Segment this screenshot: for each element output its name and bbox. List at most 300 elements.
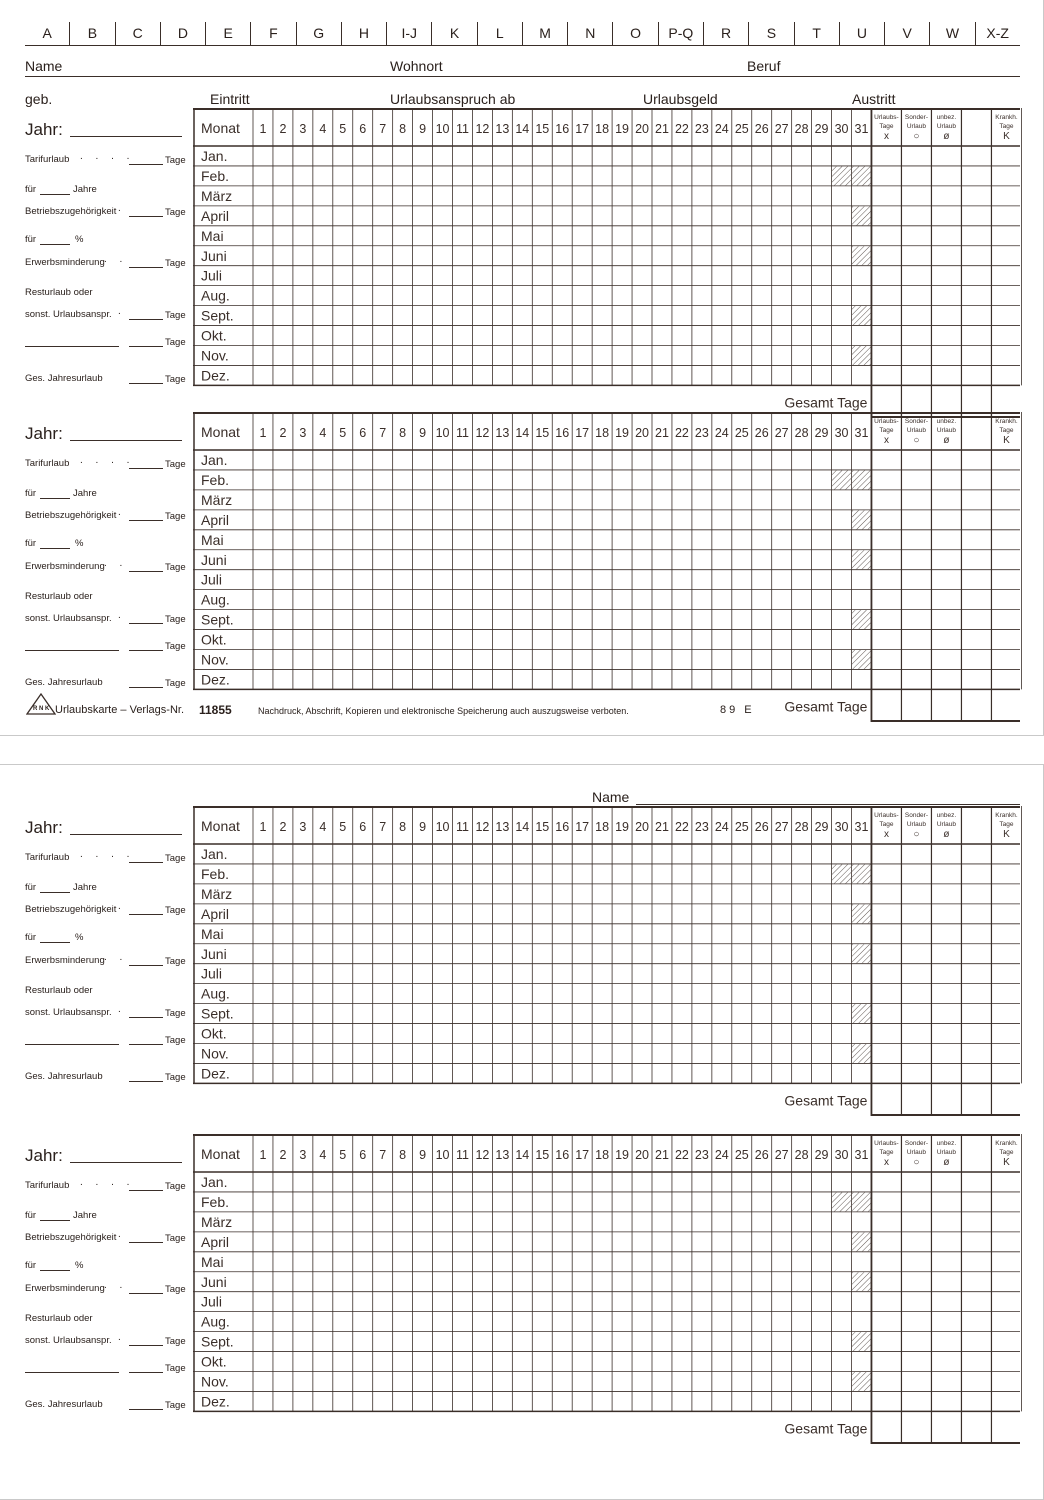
- day-cell[interactable]: [492, 924, 512, 944]
- day-cell[interactable]: [592, 630, 612, 650]
- day-cell[interactable]: [393, 1172, 413, 1192]
- day-cell[interactable]: [512, 924, 532, 944]
- day-cell[interactable]: [572, 450, 592, 470]
- day-cell[interactable]: [732, 1004, 752, 1024]
- day-cell[interactable]: [373, 1292, 393, 1312]
- day-cell[interactable]: [792, 365, 812, 385]
- day-cell[interactable]: [453, 650, 473, 670]
- day-cell[interactable]: [413, 590, 433, 610]
- day-cell[interactable]: [472, 346, 492, 366]
- summary-cell[interactable]: [901, 844, 931, 864]
- summary-cell[interactable]: [961, 1044, 991, 1064]
- day-cell[interactable]: [253, 669, 273, 689]
- day-cell[interactable]: [812, 984, 832, 1004]
- day-cell[interactable]: [772, 650, 792, 670]
- day-cell[interactable]: [752, 1212, 772, 1232]
- day-cell[interactable]: [832, 550, 852, 570]
- custom-entry-field[interactable]: [25, 1372, 119, 1373]
- day-cell[interactable]: [652, 166, 672, 186]
- day-cell[interactable]: [512, 864, 532, 884]
- day-cell[interactable]: [393, 1391, 413, 1411]
- day-cell[interactable]: [652, 964, 672, 984]
- day-cell[interactable]: [792, 1252, 812, 1272]
- summary-cell[interactable]: [991, 904, 1021, 924]
- day-cell[interactable]: [393, 550, 413, 570]
- day-cell[interactable]: [433, 166, 453, 186]
- day-cell[interactable]: [333, 904, 353, 924]
- day-cell[interactable]: [333, 610, 353, 630]
- day-cell[interactable]: [413, 1332, 433, 1352]
- day-cell[interactable]: [453, 590, 473, 610]
- day-cell[interactable]: [293, 550, 313, 570]
- day-cell[interactable]: [453, 186, 473, 206]
- day-cell[interactable]: [652, 884, 672, 904]
- day-cell[interactable]: [273, 1352, 293, 1372]
- day-cell[interactable]: [253, 490, 273, 510]
- day-cell[interactable]: [472, 630, 492, 650]
- day-cell[interactable]: [273, 1232, 293, 1252]
- day-cell[interactable]: [313, 1232, 333, 1252]
- day-cell[interactable]: [752, 1044, 772, 1064]
- day-cell[interactable]: [612, 1192, 632, 1212]
- day-cell[interactable]: [393, 590, 413, 610]
- summary-cell[interactable]: [961, 365, 991, 385]
- summary-cell[interactable]: [991, 1063, 1021, 1083]
- day-cell[interactable]: [712, 286, 732, 306]
- day-cell[interactable]: [692, 1232, 712, 1252]
- day-cell[interactable]: [792, 944, 812, 964]
- day-cell[interactable]: [632, 650, 652, 670]
- day-cell[interactable]: [313, 186, 333, 206]
- day-cell[interactable]: [672, 326, 692, 346]
- day-cell[interactable]: [672, 1004, 692, 1024]
- day-cell[interactable]: [832, 1391, 852, 1411]
- day-cell[interactable]: [313, 286, 333, 306]
- day-cell[interactable]: [832, 346, 852, 366]
- day-cell[interactable]: [353, 630, 373, 650]
- summary-cell[interactable]: [991, 365, 1021, 385]
- day-cell[interactable]: [652, 206, 672, 226]
- day-cell[interactable]: [552, 984, 572, 1004]
- day-cell[interactable]: [492, 630, 512, 650]
- day-cell[interactable]: [832, 669, 852, 689]
- summary-cell[interactable]: [991, 1332, 1021, 1352]
- day-cell[interactable]: [852, 1391, 872, 1411]
- day-cell[interactable]: [792, 630, 812, 650]
- day-cell[interactable]: [632, 1192, 652, 1212]
- day-cell[interactable]: [852, 326, 872, 346]
- day-cell[interactable]: [592, 326, 612, 346]
- day-cell[interactable]: [433, 944, 453, 964]
- day-cell[interactable]: [373, 246, 393, 266]
- fuer-field[interactable]: [40, 548, 70, 549]
- day-cell[interactable]: [812, 186, 832, 206]
- days-field[interactable]: [129, 1242, 163, 1243]
- day-cell[interactable]: [393, 346, 413, 366]
- day-cell[interactable]: [732, 1352, 752, 1372]
- day-cell[interactable]: [792, 266, 812, 286]
- day-cell[interactable]: [632, 326, 652, 346]
- day-cell[interactable]: [453, 550, 473, 570]
- total-cell[interactable]: [991, 1411, 1021, 1444]
- custom-entry-field[interactable]: [25, 1044, 119, 1045]
- day-cell[interactable]: [612, 166, 632, 186]
- day-cell[interactable]: [433, 1352, 453, 1372]
- day-cell[interactable]: [672, 206, 692, 226]
- day-cell[interactable]: [333, 1172, 353, 1192]
- day-cell[interactable]: [453, 884, 473, 904]
- day-cell[interactable]: [612, 884, 632, 904]
- day-cell[interactable]: [512, 186, 532, 206]
- day-cell[interactable]: [692, 1252, 712, 1272]
- day-cell[interactable]: [512, 630, 532, 650]
- day-cell[interactable]: [353, 530, 373, 550]
- custom-entry-field[interactable]: [25, 346, 119, 347]
- summary-cell[interactable]: [871, 1212, 901, 1232]
- day-cell[interactable]: [313, 944, 333, 964]
- day-cell[interactable]: [453, 1312, 473, 1332]
- summary-cell[interactable]: [871, 1252, 901, 1272]
- day-cell[interactable]: [592, 1372, 612, 1392]
- alpha-tab[interactable]: W: [929, 22, 974, 45]
- day-cell[interactable]: [253, 166, 273, 186]
- summary-cell[interactable]: [901, 944, 931, 964]
- day-cell[interactable]: [393, 450, 413, 470]
- summary-cell[interactable]: [931, 166, 961, 186]
- day-cell[interactable]: [572, 530, 592, 550]
- summary-cell[interactable]: [961, 1212, 991, 1232]
- day-cell[interactable]: [772, 1352, 792, 1372]
- day-cell[interactable]: [353, 1272, 373, 1292]
- day-cell[interactable]: [772, 944, 792, 964]
- day-cell[interactable]: [732, 246, 752, 266]
- day-cell[interactable]: [532, 964, 552, 984]
- day-cell[interactable]: [333, 1192, 353, 1212]
- day-cell[interactable]: [572, 904, 592, 924]
- day-cell[interactable]: [752, 964, 772, 984]
- day-cell[interactable]: [692, 570, 712, 590]
- total-cell[interactable]: [931, 689, 961, 722]
- day-cell[interactable]: [672, 1352, 692, 1372]
- day-cell[interactable]: [712, 306, 732, 326]
- day-cell[interactable]: [433, 206, 453, 226]
- summary-cell[interactable]: [991, 884, 1021, 904]
- day-cell[interactable]: [572, 266, 592, 286]
- day-cell[interactable]: [273, 1372, 293, 1392]
- day-cell[interactable]: [832, 266, 852, 286]
- day-cell[interactable]: [772, 844, 792, 864]
- day-cell[interactable]: [293, 1192, 313, 1212]
- day-cell[interactable]: [672, 186, 692, 206]
- day-cell[interactable]: [792, 864, 812, 884]
- day-cell[interactable]: [672, 530, 692, 550]
- day-cell[interactable]: [792, 1292, 812, 1312]
- day-cell[interactable]: [492, 984, 512, 1004]
- day-cell[interactable]: [832, 984, 852, 1004]
- day-cell[interactable]: [812, 1004, 832, 1024]
- day-cell[interactable]: [253, 286, 273, 306]
- day-cell[interactable]: [333, 510, 353, 530]
- summary-cell[interactable]: [901, 1004, 931, 1024]
- summary-cell[interactable]: [901, 306, 931, 326]
- day-cell[interactable]: [752, 1232, 772, 1252]
- day-cell[interactable]: [433, 924, 453, 944]
- alpha-tab[interactable]: T: [794, 22, 839, 45]
- day-cell[interactable]: [433, 186, 453, 206]
- day-cell[interactable]: [433, 1172, 453, 1192]
- summary-cell[interactable]: [991, 1252, 1021, 1272]
- day-cell[interactable]: [772, 1232, 792, 1252]
- summary-cell[interactable]: [871, 1004, 901, 1024]
- summary-cell[interactable]: [871, 450, 901, 470]
- day-cell[interactable]: [692, 266, 712, 286]
- day-cell[interactable]: [652, 510, 672, 530]
- day-cell[interactable]: [712, 470, 732, 490]
- day-cell[interactable]: [792, 206, 812, 226]
- day-cell[interactable]: [692, 944, 712, 964]
- day-cell[interactable]: [572, 964, 592, 984]
- day-cell[interactable]: [612, 1212, 632, 1232]
- day-cell[interactable]: [293, 590, 313, 610]
- day-cell[interactable]: [672, 1044, 692, 1064]
- day-cell[interactable]: [732, 166, 752, 186]
- summary-cell[interactable]: [991, 590, 1021, 610]
- days-field[interactable]: [129, 1372, 163, 1373]
- day-cell[interactable]: [373, 904, 393, 924]
- day-cell[interactable]: [373, 570, 393, 590]
- day-cell[interactable]: [433, 610, 453, 630]
- summary-cell[interactable]: [901, 226, 931, 246]
- day-cell[interactable]: [492, 1212, 512, 1232]
- day-cell[interactable]: [393, 1004, 413, 1024]
- summary-cell[interactable]: [991, 326, 1021, 346]
- day-cell[interactable]: [712, 1312, 732, 1332]
- day-cell[interactable]: [792, 1004, 812, 1024]
- day-cell[interactable]: [612, 146, 632, 166]
- day-cell[interactable]: [472, 186, 492, 206]
- day-cell[interactable]: [752, 630, 772, 650]
- day-cell[interactable]: [672, 306, 692, 326]
- day-cell[interactable]: [532, 266, 552, 286]
- day-cell[interactable]: [532, 530, 552, 550]
- day-cell[interactable]: [492, 450, 512, 470]
- day-cell[interactable]: [293, 1292, 313, 1312]
- summary-cell[interactable]: [961, 1063, 991, 1083]
- summary-cell[interactable]: [991, 844, 1021, 864]
- day-cell[interactable]: [273, 1272, 293, 1292]
- day-cell[interactable]: [253, 146, 273, 166]
- day-cell[interactable]: [832, 904, 852, 924]
- day-cell[interactable]: [313, 864, 333, 884]
- day-cell[interactable]: [413, 984, 433, 1004]
- day-cell[interactable]: [612, 964, 632, 984]
- summary-cell[interactable]: [991, 964, 1021, 984]
- summary-cell[interactable]: [961, 669, 991, 689]
- day-cell[interactable]: [353, 286, 373, 306]
- day-cell[interactable]: [832, 286, 852, 306]
- day-cell[interactable]: [492, 1004, 512, 1024]
- day-cell[interactable]: [752, 1372, 772, 1392]
- alpha-tab[interactable]: K: [431, 22, 476, 45]
- day-cell[interactable]: [492, 286, 512, 306]
- day-cell[interactable]: [712, 1063, 732, 1083]
- summary-cell[interactable]: [991, 1212, 1021, 1232]
- day-cell[interactable]: [353, 904, 373, 924]
- day-cell[interactable]: [852, 1292, 872, 1312]
- day-cell[interactable]: [453, 1232, 473, 1252]
- day-cell[interactable]: [333, 326, 353, 346]
- summary-cell[interactable]: [901, 1391, 931, 1411]
- day-cell[interactable]: [532, 1004, 552, 1024]
- summary-cell[interactable]: [901, 206, 931, 226]
- summary-cell[interactable]: [961, 884, 991, 904]
- day-cell[interactable]: [273, 864, 293, 884]
- day-cell[interactable]: [672, 884, 692, 904]
- summary-cell[interactable]: [901, 924, 931, 944]
- day-cell[interactable]: [712, 1172, 732, 1192]
- day-cell[interactable]: [492, 266, 512, 286]
- day-cell[interactable]: [812, 286, 832, 306]
- day-cell[interactable]: [652, 306, 672, 326]
- day-cell[interactable]: [632, 1044, 652, 1064]
- day-cell[interactable]: [472, 884, 492, 904]
- day-cell[interactable]: [552, 944, 572, 964]
- day-cell[interactable]: [353, 186, 373, 206]
- day-cell[interactable]: [433, 306, 453, 326]
- day-cell[interactable]: [532, 944, 552, 964]
- summary-cell[interactable]: [931, 590, 961, 610]
- day-cell[interactable]: [253, 266, 273, 286]
- alpha-tab[interactable]: V: [884, 22, 929, 45]
- day-cell[interactable]: [592, 306, 612, 326]
- summary-cell[interactable]: [931, 904, 961, 924]
- day-cell[interactable]: [353, 326, 373, 346]
- day-cell[interactable]: [812, 1044, 832, 1064]
- day-cell[interactable]: [253, 630, 273, 650]
- days-field[interactable]: [129, 383, 163, 384]
- day-cell[interactable]: [273, 570, 293, 590]
- summary-cell[interactable]: [901, 610, 931, 630]
- day-cell[interactable]: [772, 246, 792, 266]
- day-cell[interactable]: [313, 590, 333, 610]
- day-cell[interactable]: [792, 924, 812, 944]
- day-cell[interactable]: [832, 510, 852, 530]
- day-cell[interactable]: [592, 146, 612, 166]
- day-cell[interactable]: [433, 1391, 453, 1411]
- day-cell[interactable]: [333, 1252, 353, 1272]
- day-cell[interactable]: [632, 306, 652, 326]
- day-cell[interactable]: [253, 1352, 273, 1372]
- day-cell[interactable]: [632, 590, 652, 610]
- day-cell[interactable]: [433, 669, 453, 689]
- day-cell[interactable]: [712, 246, 732, 266]
- summary-cell[interactable]: [961, 1192, 991, 1212]
- day-cell[interactable]: [373, 1232, 393, 1252]
- day-cell[interactable]: [732, 630, 752, 650]
- day-cell[interactable]: [453, 1004, 473, 1024]
- day-cell[interactable]: [752, 306, 772, 326]
- day-cell[interactable]: [792, 1372, 812, 1392]
- summary-cell[interactable]: [961, 266, 991, 286]
- day-cell[interactable]: [672, 1063, 692, 1083]
- day-cell[interactable]: [253, 550, 273, 570]
- day-cell[interactable]: [712, 924, 732, 944]
- day-cell[interactable]: [652, 570, 672, 590]
- day-cell[interactable]: [293, 1332, 313, 1352]
- day-cell[interactable]: [832, 1332, 852, 1352]
- summary-cell[interactable]: [991, 530, 1021, 550]
- day-cell[interactable]: [393, 1372, 413, 1392]
- day-cell[interactable]: [433, 630, 453, 650]
- day-cell[interactable]: [253, 590, 273, 610]
- summary-cell[interactable]: [901, 530, 931, 550]
- day-cell[interactable]: [253, 365, 273, 385]
- fuer-field[interactable]: [40, 194, 70, 195]
- day-cell[interactable]: [612, 1312, 632, 1332]
- day-cell[interactable]: [752, 590, 772, 610]
- day-cell[interactable]: [852, 884, 872, 904]
- day-cell[interactable]: [393, 984, 413, 1004]
- day-cell[interactable]: [732, 1063, 752, 1083]
- summary-cell[interactable]: [901, 964, 931, 984]
- day-cell[interactable]: [592, 286, 612, 306]
- day-cell[interactable]: [453, 1172, 473, 1192]
- day-cell[interactable]: [492, 365, 512, 385]
- day-cell[interactable]: [313, 146, 333, 166]
- day-cell[interactable]: [732, 864, 752, 884]
- day-cell[interactable]: [772, 286, 792, 306]
- day-cell[interactable]: [672, 904, 692, 924]
- day-cell[interactable]: [253, 864, 273, 884]
- day-cell[interactable]: [453, 166, 473, 186]
- summary-cell[interactable]: [871, 266, 901, 286]
- day-cell[interactable]: [712, 884, 732, 904]
- day-cell[interactable]: [532, 864, 552, 884]
- day-cell[interactable]: [812, 1232, 832, 1252]
- day-cell[interactable]: [373, 884, 393, 904]
- day-cell[interactable]: [812, 306, 832, 326]
- day-cell[interactable]: [552, 1212, 572, 1232]
- day-cell[interactable]: [792, 246, 812, 266]
- day-cell[interactable]: [453, 306, 473, 326]
- day-cell[interactable]: [313, 530, 333, 550]
- summary-cell[interactable]: [871, 924, 901, 944]
- day-cell[interactable]: [313, 450, 333, 470]
- summary-cell[interactable]: [931, 146, 961, 166]
- day-cell[interactable]: [592, 1024, 612, 1044]
- day-cell[interactable]: [832, 226, 852, 246]
- summary-cell[interactable]: [871, 146, 901, 166]
- day-cell[interactable]: [572, 844, 592, 864]
- day-cell[interactable]: [253, 306, 273, 326]
- day-cell[interactable]: [812, 470, 832, 490]
- day-cell[interactable]: [612, 346, 632, 366]
- summary-cell[interactable]: [901, 490, 931, 510]
- day-cell[interactable]: [472, 1312, 492, 1332]
- day-cell[interactable]: [373, 266, 393, 286]
- day-cell[interactable]: [293, 1004, 313, 1024]
- summary-cell[interactable]: [991, 346, 1021, 366]
- day-cell[interactable]: [712, 206, 732, 226]
- day-cell[interactable]: [273, 844, 293, 864]
- day-cell[interactable]: [612, 1372, 632, 1392]
- day-cell[interactable]: [772, 864, 792, 884]
- summary-cell[interactable]: [961, 570, 991, 590]
- day-cell[interactable]: [832, 570, 852, 590]
- day-cell[interactable]: [373, 944, 393, 964]
- summary-cell[interactable]: [991, 1292, 1021, 1312]
- day-cell[interactable]: [852, 365, 872, 385]
